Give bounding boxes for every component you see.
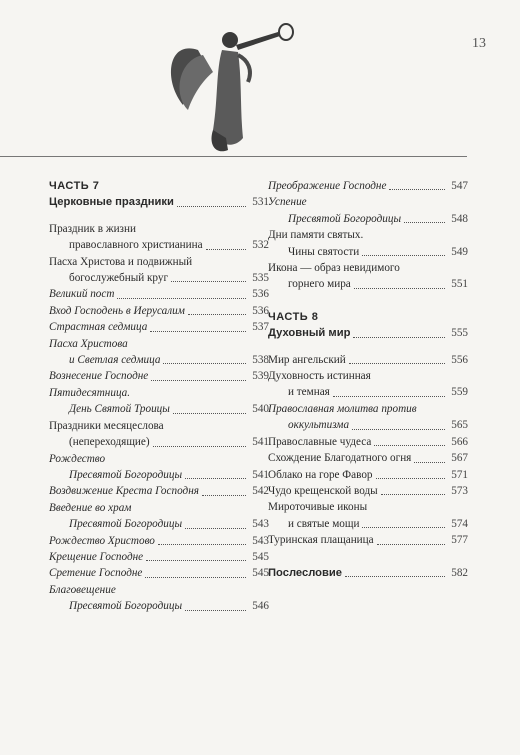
toc-entry: Пресвятой Богородицы 543 — [69, 518, 269, 531]
toc-entry-line: Рождество — [49, 452, 106, 465]
toc-entry-line: Пасха Христова и подвижный — [49, 255, 193, 268]
toc-entry: оккультизма 565 — [288, 419, 468, 432]
toc-entry: Духовный мир 555 — [268, 327, 468, 340]
toc-entry-line: Икона — образ невидимого — [268, 262, 400, 275]
toc-entry: Схождение Благодатного огня 567 — [268, 452, 468, 465]
part-8-label: ЧАСТЬ 8 — [268, 310, 319, 323]
toc-entry: Преображение Господне 547 — [268, 180, 468, 192]
toc-entry: День Святой Троицы 540 — [69, 403, 269, 416]
toc-entry: Рождество Христово 543 — [49, 534, 269, 547]
toc-entry-line: Благовещение — [49, 583, 116, 596]
toc-entry: Сретение Господне 545 — [49, 567, 269, 580]
toc-entry-line: Духовность истинная — [268, 370, 371, 383]
toc-entry-line: Успение — [268, 196, 307, 209]
toc-entry: Облако на горе Фавор 571 — [268, 468, 468, 481]
toc-entry: Чудо крещенской воды 573 — [268, 484, 468, 497]
toc-entry: и святые мощи 574 — [288, 517, 468, 530]
toc-entry: и темная 559 — [288, 386, 468, 399]
header-divider — [0, 156, 467, 157]
toc-entry: (непереходящие) 541 — [69, 436, 269, 449]
toc-entry: богослужебный круг 535 — [69, 272, 269, 285]
toc-entry: Чины святости 549 — [288, 245, 468, 258]
toc-entry: Страстная седмица 537 — [49, 321, 269, 334]
toc-entry-line: Введение во храм — [49, 501, 132, 514]
toc-entry: Православные чудеса 566 — [268, 435, 468, 448]
toc-entry-line: Мироточивые иконы — [268, 501, 368, 514]
toc-entry: и Светлая седмица 538 — [69, 354, 269, 367]
toc-entry-line: Дни памяти святых. — [268, 229, 364, 242]
toc-right-column — [268, 178, 468, 581]
toc-entry: Вход Господень в Иерусалим 536 — [49, 304, 269, 317]
toc-entry: Великий пост 536 — [49, 288, 269, 301]
toc-entry-afterword: Послесловие 582 — [268, 566, 468, 579]
toc-entry: Пресвятой Богородицы 541 — [69, 468, 269, 481]
angel-illustration — [158, 10, 298, 160]
toc-entry: православного христианина 532 — [69, 239, 269, 252]
toc-entry: Пресвятой Богородицы 548 — [288, 212, 468, 225]
toc-left-column — [49, 178, 269, 615]
toc-entry: Мир ангельский 556 — [268, 353, 468, 366]
toc-entry: Воздвижение Креста Господня 542 — [49, 485, 269, 498]
part-7-label: ЧАСТЬ 7 — [49, 180, 100, 192]
toc-entry: Туринская плащаница 577 — [268, 534, 468, 547]
toc-entry-line: Пасха Христова — [49, 337, 128, 350]
toc-entry: горнего мира 551 — [288, 278, 468, 291]
toc-entry: Пресвятой Богородицы 546 — [69, 600, 269, 613]
toc-entry-line: Праздники месяцеслова — [49, 419, 164, 432]
page-number: 13 — [472, 36, 486, 51]
toc-entry: Крещение Господне 545 — [49, 550, 269, 563]
toc-entry: Вознесение Господне 539 — [49, 370, 269, 383]
toc-entry-line: Праздник в жизни — [49, 222, 136, 235]
toc-entry: Церковные праздники 531 — [49, 196, 269, 209]
toc-entry-line: Православная молитва против — [268, 402, 417, 415]
toc-entry-line: Пятидесятница. — [49, 386, 131, 399]
